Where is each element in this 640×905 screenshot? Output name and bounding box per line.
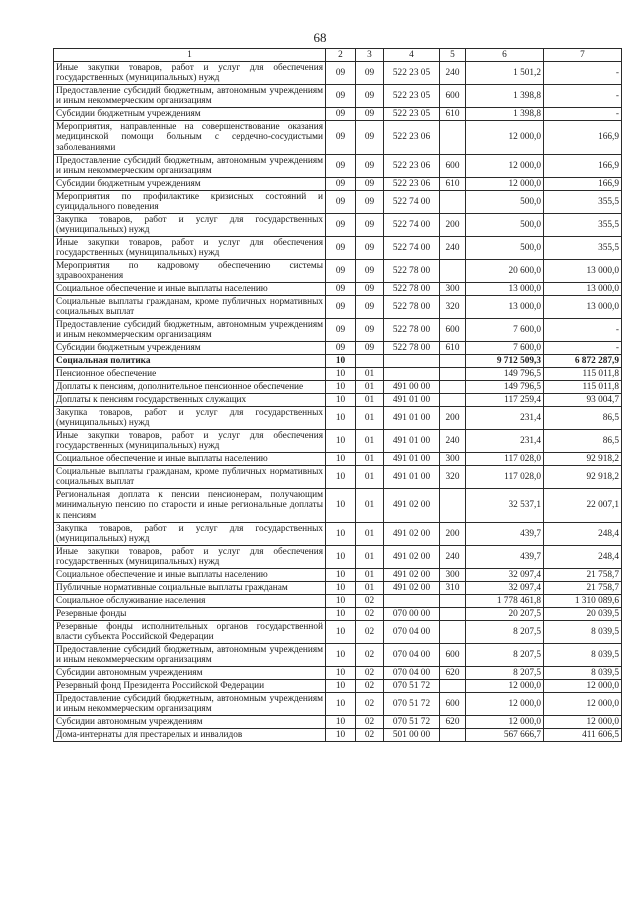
row-name-cell: Дома-интернаты для престарелых и инвалидов: [54, 729, 326, 742]
page-number: 68: [313, 30, 327, 45]
expense-type-cell: [440, 121, 466, 155]
section-code-cell: 10: [326, 523, 356, 546]
target-article-cell: 491 00 00: [384, 381, 440, 394]
header-cell: 6: [466, 49, 544, 62]
section-code-cell: 10: [326, 368, 356, 381]
expense-type-cell: 310: [440, 582, 466, 595]
subsection-code-cell: 01: [356, 381, 384, 394]
row-name-cell: Иные закупки товаров, работ и услуг для обеспечения государственных (муниципальных) нужд: [54, 62, 326, 85]
table-row: [54, 155, 622, 178]
row-name-cell: Закупка товаров, работ и услуг для государственных (муниципальных) нужд: [54, 523, 326, 546]
row-name-cell: Доплаты к пенсиям государственных служащих: [54, 394, 326, 407]
target-article-cell: 070 04 00: [384, 644, 440, 667]
target-article-cell: 522 74 00: [384, 191, 440, 214]
target-article-cell: 491 02 00: [384, 489, 440, 523]
row-name-cell: Иные закупки товаров, работ и услуг для обеспечения государственных (муниципальных) нужд: [54, 430, 326, 453]
amount-actual-cell: 115 011,8: [544, 381, 622, 394]
expense-type-cell: 610: [440, 108, 466, 121]
target-article-cell: [384, 368, 440, 381]
amount-actual-cell: 92 918,2: [544, 453, 622, 466]
amount-actual-cell: 86,5: [544, 407, 622, 430]
table-row: [54, 693, 622, 716]
row-name-cell: Социальные выплаты гражданам, кроме публичных нормативных социальных выплат: [54, 466, 326, 489]
target-article-cell: 491 02 00: [384, 523, 440, 546]
section-code-cell: 09: [326, 178, 356, 191]
amount-plan-cell: 13 000,0: [466, 283, 544, 296]
section-code-cell: 10: [326, 381, 356, 394]
target-article-cell: 522 23 05: [384, 108, 440, 121]
header-cell: 3: [356, 49, 384, 62]
section-code-cell: 10: [326, 569, 356, 582]
amount-plan-cell: 13 000,0: [466, 296, 544, 319]
target-article-cell: 491 02 00: [384, 569, 440, 582]
table-row: [54, 368, 622, 381]
amount-actual-cell: 411 606,5: [544, 729, 622, 742]
row-name-cell: Мероприятия по профилактике кризисных состояний и суицидального поведения: [54, 191, 326, 214]
subsection-code-cell: 01: [356, 466, 384, 489]
amount-actual-cell: 21 758,7: [544, 582, 622, 595]
table-row: [54, 178, 622, 191]
amount-plan-cell: 7 600,0: [466, 342, 544, 355]
section-code-cell: 09: [326, 108, 356, 121]
budget-table: [53, 48, 622, 742]
amount-actual-cell: 355,5: [544, 237, 622, 260]
amount-actual-cell: 21 758,7: [544, 569, 622, 582]
amount-plan-cell: 149 796,5: [466, 381, 544, 394]
header-cell: 7: [544, 49, 622, 62]
amount-actual-cell: 355,5: [544, 191, 622, 214]
subsection-code-cell: 01: [356, 453, 384, 466]
amount-plan-cell: 231,4: [466, 430, 544, 453]
target-article-cell: 070 51 72: [384, 693, 440, 716]
amount-actual-cell: -: [544, 319, 622, 342]
amount-plan-cell: 439,7: [466, 523, 544, 546]
table-row: [54, 342, 622, 355]
expense-type-cell: [440, 729, 466, 742]
table-row: [54, 214, 622, 237]
section-code-cell: 09: [326, 283, 356, 296]
expense-type-cell: [440, 355, 466, 368]
amount-plan-cell: 117 028,0: [466, 466, 544, 489]
section-code-cell: 09: [326, 319, 356, 342]
section-code-cell: 10: [326, 608, 356, 621]
amount-plan-cell: 12 000,0: [466, 155, 544, 178]
amount-actual-cell: -: [544, 62, 622, 85]
table-row: [54, 407, 622, 430]
section-code-cell: 10: [326, 693, 356, 716]
table-row: [54, 608, 622, 621]
amount-plan-cell: 117 259,4: [466, 394, 544, 407]
row-name-cell: Социальное обеспечение и иные выплаты населению: [54, 283, 326, 296]
amount-plan-cell: 8 207,5: [466, 621, 544, 644]
row-name-cell: Резервные фонды исполнительных органов государственной власти субъекта Российской Федерации: [54, 621, 326, 644]
table-row: [54, 644, 622, 667]
section-code-cell: 09: [326, 342, 356, 355]
target-article-cell: 070 04 00: [384, 621, 440, 644]
section-code-cell: 10: [326, 355, 356, 368]
expense-type-cell: 300: [440, 283, 466, 296]
target-article-cell: 070 51 72: [384, 716, 440, 729]
amount-plan-cell: 8 207,5: [466, 667, 544, 680]
expense-type-cell: 200: [440, 407, 466, 430]
header-cell: 2: [326, 49, 356, 62]
row-name-cell: Публичные нормативные социальные выплаты гражданам: [54, 582, 326, 595]
subsection-code-cell: 01: [356, 368, 384, 381]
row-name-cell: Социальное обслуживание населения: [54, 595, 326, 608]
subsection-code-cell: 02: [356, 644, 384, 667]
expense-type-cell: [440, 191, 466, 214]
row-name-cell: Закупка товаров, работ и услуг для государственных (муниципальных) нужд: [54, 407, 326, 430]
row-name-cell: Предоставление субсидий бюджетным, автономным учреждениям и иным некоммерческим организациям: [54, 155, 326, 178]
amount-actual-cell: 248,4: [544, 523, 622, 546]
row-name-cell: Иные закупки товаров, работ и услуг для обеспечения государственных (муниципальных) нужд: [54, 237, 326, 260]
amount-actual-cell: 20 039,5: [544, 608, 622, 621]
expense-type-cell: 600: [440, 644, 466, 667]
section-code-cell: 10: [326, 453, 356, 466]
table-row: [54, 680, 622, 693]
section-code-cell: 10: [326, 680, 356, 693]
section-code-cell: 09: [326, 296, 356, 319]
amount-plan-cell: 20 207,5: [466, 608, 544, 621]
subsection-code-cell: 01: [356, 407, 384, 430]
table-row: [54, 319, 622, 342]
row-name-cell: Субсидии бюджетным учреждениям: [54, 178, 326, 191]
row-name-cell: Иные закупки товаров, работ и услуг для обеспечения государственных (муниципальных) нужд: [54, 546, 326, 569]
amount-plan-cell: 20 600,0: [466, 260, 544, 283]
table-row: [54, 355, 622, 368]
subsection-code-cell: 09: [356, 237, 384, 260]
subsection-code-cell: 01: [356, 394, 384, 407]
row-name-cell: Резервные фонды: [54, 608, 326, 621]
target-article-cell: 501 00 00: [384, 729, 440, 742]
section-code-cell: 10: [326, 644, 356, 667]
expense-type-cell: 320: [440, 296, 466, 319]
section-code-cell: 10: [326, 582, 356, 595]
amount-actual-cell: -: [544, 108, 622, 121]
row-name-cell: Доплаты к пенсиям, дополнительное пенсионное обеспечение: [54, 381, 326, 394]
expense-type-cell: 240: [440, 62, 466, 85]
expense-type-cell: [440, 368, 466, 381]
amount-plan-cell: 12 000,0: [466, 178, 544, 191]
header-cell: 4: [384, 49, 440, 62]
table-row: [54, 523, 622, 546]
expense-type-cell: 320: [440, 466, 466, 489]
section-code-cell: 10: [326, 407, 356, 430]
target-article-cell: 491 01 00: [384, 394, 440, 407]
table-row: [54, 716, 622, 729]
table-row: [54, 108, 622, 121]
amount-plan-cell: 1 501,2: [466, 62, 544, 85]
row-name-cell: Мероприятия, направленные на совершенствование оказания медицинской помощи больным с сердечно-сосудистыми заболеваниями: [54, 121, 326, 155]
table-row: [54, 121, 622, 155]
amount-actual-cell: 115 011,8: [544, 368, 622, 381]
target-article-cell: 522 23 05: [384, 62, 440, 85]
amount-plan-cell: 32 537,1: [466, 489, 544, 523]
amount-plan-cell: 12 000,0: [466, 680, 544, 693]
target-article-cell: 491 01 00: [384, 453, 440, 466]
header-cell: 1: [54, 49, 326, 62]
expense-type-cell: 240: [440, 546, 466, 569]
subsection-code-cell: 02: [356, 716, 384, 729]
expense-type-cell: [440, 680, 466, 693]
target-article-cell: 070 04 00: [384, 667, 440, 680]
subsection-code-cell: 09: [356, 178, 384, 191]
amount-plan-cell: 231,4: [466, 407, 544, 430]
expense-type-cell: 600: [440, 155, 466, 178]
target-article-cell: 522 74 00: [384, 214, 440, 237]
subsection-code-cell: 09: [356, 283, 384, 296]
subsection-code-cell: 01: [356, 523, 384, 546]
table-row: [54, 466, 622, 489]
target-article-cell: 522 23 06: [384, 178, 440, 191]
expense-type-cell: 610: [440, 342, 466, 355]
subsection-code-cell: 09: [356, 155, 384, 178]
target-article-cell: 522 78 00: [384, 283, 440, 296]
table-row: [54, 582, 622, 595]
section-code-cell: 09: [326, 237, 356, 260]
subsection-code-cell: 09: [356, 62, 384, 85]
subsection-code-cell: 02: [356, 680, 384, 693]
table-row: [54, 621, 622, 644]
subsection-code-cell: 01: [356, 489, 384, 523]
amount-plan-cell: 8 207,5: [466, 644, 544, 667]
amount-actual-cell: 8 039,5: [544, 644, 622, 667]
table-row: [54, 296, 622, 319]
expense-type-cell: 300: [440, 453, 466, 466]
row-name-cell: Резервный фонд Президента Российской Федерации: [54, 680, 326, 693]
section-code-cell: 09: [326, 121, 356, 155]
amount-actual-cell: 13 000,0: [544, 283, 622, 296]
expense-type-cell: [440, 621, 466, 644]
header-row: [54, 49, 622, 62]
amount-plan-cell: 1 778 461,8: [466, 595, 544, 608]
amount-plan-cell: 12 000,0: [466, 693, 544, 716]
subsection-code-cell: 02: [356, 621, 384, 644]
row-name-cell: Социальная политика: [54, 355, 326, 368]
amount-actual-cell: 1 310 089,6: [544, 595, 622, 608]
amount-actual-cell: 12 000,0: [544, 693, 622, 716]
target-article-cell: 491 01 00: [384, 407, 440, 430]
subsection-code-cell: 09: [356, 108, 384, 121]
section-code-cell: 10: [326, 667, 356, 680]
amount-plan-cell: 12 000,0: [466, 716, 544, 729]
amount-plan-cell: 1 398,8: [466, 108, 544, 121]
amount-plan-cell: 567 666,7: [466, 729, 544, 742]
expense-type-cell: 300: [440, 569, 466, 582]
section-code-cell: 09: [326, 155, 356, 178]
expense-type-cell: 200: [440, 523, 466, 546]
amount-actual-cell: 92 918,2: [544, 466, 622, 489]
amount-actual-cell: -: [544, 342, 622, 355]
subsection-code-cell: [356, 355, 384, 368]
table-row: [54, 191, 622, 214]
subsection-code-cell: 09: [356, 214, 384, 237]
table-row: [54, 237, 622, 260]
target-article-cell: 522 74 00: [384, 237, 440, 260]
section-code-cell: 10: [326, 489, 356, 523]
row-name-cell: Субсидии бюджетным учреждениям: [54, 342, 326, 355]
amount-actual-cell: 12 000,0: [544, 716, 622, 729]
table-row: [54, 729, 622, 742]
expense-type-cell: 620: [440, 667, 466, 680]
table-body: [54, 62, 622, 742]
target-article-cell: [384, 595, 440, 608]
amount-actual-cell: -: [544, 85, 622, 108]
row-name-cell: Социальное обеспечение и иные выплаты населению: [54, 453, 326, 466]
expense-type-cell: [440, 394, 466, 407]
target-article-cell: 522 23 05: [384, 85, 440, 108]
expense-type-cell: [440, 381, 466, 394]
section-code-cell: 10: [326, 430, 356, 453]
expense-type-cell: 610: [440, 178, 466, 191]
expense-type-cell: 600: [440, 693, 466, 716]
section-code-cell: 09: [326, 191, 356, 214]
table-row: [54, 595, 622, 608]
amount-actual-cell: 166,9: [544, 155, 622, 178]
amount-actual-cell: 12 000,0: [544, 680, 622, 693]
section-code-cell: 10: [326, 394, 356, 407]
amount-plan-cell: 500,0: [466, 214, 544, 237]
target-article-cell: 070 51 72: [384, 680, 440, 693]
target-article-cell: 522 78 00: [384, 342, 440, 355]
expense-type-cell: 620: [440, 716, 466, 729]
expense-type-cell: 200: [440, 214, 466, 237]
subsection-code-cell: 01: [356, 430, 384, 453]
amount-actual-cell: 13 000,0: [544, 260, 622, 283]
row-name-cell: Мероприятия по кадровому обеспечению системы здравоохранения: [54, 260, 326, 283]
expense-type-cell: [440, 489, 466, 523]
amount-plan-cell: 439,7: [466, 546, 544, 569]
target-article-cell: 522 78 00: [384, 296, 440, 319]
row-name-cell: Предоставление субсидий бюджетным, автономным учреждениям и иным некоммерческим организациям: [54, 644, 326, 667]
target-article-cell: 491 02 00: [384, 546, 440, 569]
amount-plan-cell: 500,0: [466, 237, 544, 260]
section-code-cell: 10: [326, 466, 356, 489]
table-row: [54, 546, 622, 569]
table-row: [54, 394, 622, 407]
target-article-cell: 491 01 00: [384, 430, 440, 453]
section-code-cell: 09: [326, 85, 356, 108]
subsection-code-cell: 01: [356, 569, 384, 582]
section-code-cell: 10: [326, 621, 356, 644]
amount-actual-cell: 93 004,7: [544, 394, 622, 407]
expense-type-cell: 600: [440, 85, 466, 108]
amount-actual-cell: 355,5: [544, 214, 622, 237]
amount-plan-cell: 32 097,4: [466, 582, 544, 595]
expense-type-cell: 240: [440, 430, 466, 453]
amount-plan-cell: 117 028,0: [466, 453, 544, 466]
row-name-cell: Социальное обеспечение и иные выплаты населению: [54, 569, 326, 582]
section-code-cell: 09: [326, 214, 356, 237]
amount-actual-cell: 166,9: [544, 121, 622, 155]
table-row: [54, 260, 622, 283]
amount-actual-cell: 248,4: [544, 546, 622, 569]
expense-type-cell: [440, 608, 466, 621]
expense-type-cell: [440, 595, 466, 608]
row-name-cell: Региональная доплата к пенсии пенсионерам, получающим минимальную пенсию по старости и иные региональные доплаты к пенсиям: [54, 489, 326, 523]
amount-actual-cell: 86,5: [544, 430, 622, 453]
section-code-cell: 10: [326, 546, 356, 569]
table-row: [54, 667, 622, 680]
table-row: [54, 381, 622, 394]
subsection-code-cell: 09: [356, 191, 384, 214]
section-code-cell: 10: [326, 595, 356, 608]
section-code-cell: 09: [326, 62, 356, 85]
amount-actual-cell: 8 039,5: [544, 621, 622, 644]
row-name-cell: Субсидии бюджетным учреждениям: [54, 108, 326, 121]
amount-actual-cell: 13 000,0: [544, 296, 622, 319]
target-article-cell: 491 01 00: [384, 466, 440, 489]
table-row: [54, 489, 622, 523]
amount-plan-cell: 12 000,0: [466, 121, 544, 155]
subsection-code-cell: 09: [356, 85, 384, 108]
table-row: [54, 569, 622, 582]
table-row: [54, 430, 622, 453]
amount-plan-cell: 9 712 509,3: [466, 355, 544, 368]
row-name-cell: Социальные выплаты гражданам, кроме публичных нормативных социальных выплат: [54, 296, 326, 319]
subsection-code-cell: 02: [356, 608, 384, 621]
target-article-cell: 070 00 00: [384, 608, 440, 621]
expense-type-cell: [440, 260, 466, 283]
table-row: [54, 62, 622, 85]
row-name-cell: Предоставление субсидий бюджетным, автономным учреждениям и иным некоммерческим организациям: [54, 693, 326, 716]
expense-type-cell: 600: [440, 319, 466, 342]
amount-plan-cell: 500,0: [466, 191, 544, 214]
expense-type-cell: 240: [440, 237, 466, 260]
table-row: [54, 453, 622, 466]
target-article-cell: 522 78 00: [384, 319, 440, 342]
amount-plan-cell: 7 600,0: [466, 319, 544, 342]
amount-actual-cell: 6 872 287,9: [544, 355, 622, 368]
amount-actual-cell: 8 039,5: [544, 667, 622, 680]
row-name-cell: Субсидии автономным учреждениям: [54, 667, 326, 680]
section-code-cell: 10: [326, 716, 356, 729]
subsection-code-cell: 09: [356, 260, 384, 283]
subsection-code-cell: 09: [356, 121, 384, 155]
row-name-cell: Предоставление субсидий бюджетным, автономным учреждениям и иным некоммерческим организациям: [54, 85, 326, 108]
amount-plan-cell: 149 796,5: [466, 368, 544, 381]
amount-actual-cell: 166,9: [544, 178, 622, 191]
subsection-code-cell: 09: [356, 296, 384, 319]
subsection-code-cell: 01: [356, 582, 384, 595]
amount-plan-cell: 1 398,8: [466, 85, 544, 108]
amount-actual-cell: 22 007,1: [544, 489, 622, 523]
amount-plan-cell: 32 097,4: [466, 569, 544, 582]
row-name-cell: Закупка товаров, работ и услуг для государственных (муниципальных) нужд: [54, 214, 326, 237]
target-article-cell: [384, 355, 440, 368]
subsection-code-cell: 01: [356, 546, 384, 569]
subsection-code-cell: 09: [356, 319, 384, 342]
table-row: [54, 283, 622, 296]
subsection-code-cell: 02: [356, 693, 384, 716]
header-cell: 5: [440, 49, 466, 62]
subsection-code-cell: 02: [356, 595, 384, 608]
section-code-cell: 10: [326, 729, 356, 742]
table-row: [54, 85, 622, 108]
subsection-code-cell: 02: [356, 667, 384, 680]
row-name-cell: Предоставление субсидий бюджетным, автономным учреждениям и иным некоммерческим организациям: [54, 319, 326, 342]
subsection-code-cell: 09: [356, 342, 384, 355]
subsection-code-cell: 02: [356, 729, 384, 742]
target-article-cell: 522 78 00: [384, 260, 440, 283]
row-name-cell: Субсидии автономным учреждениям: [54, 716, 326, 729]
row-name-cell: Пенсионное обеспечение: [54, 368, 326, 381]
target-article-cell: 491 02 00: [384, 582, 440, 595]
target-article-cell: 522 23 06: [384, 155, 440, 178]
target-article-cell: 522 23 06: [384, 121, 440, 155]
section-code-cell: 09: [326, 260, 356, 283]
